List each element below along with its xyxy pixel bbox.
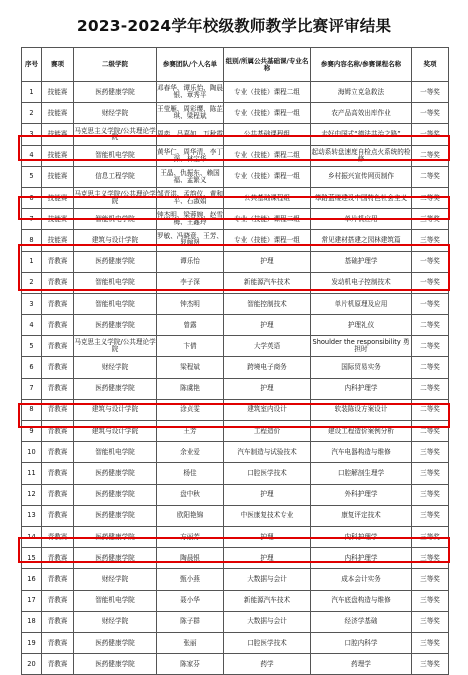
cell-group: 专业（技能）课程二组 [224, 82, 311, 103]
cell-team: 曾露 [157, 315, 224, 336]
table-row [22, 357, 449, 378]
table-row [22, 336, 449, 357]
table-row [22, 166, 449, 187]
cell-college: 财经学院 [74, 611, 157, 632]
cell-event: 技能赛 [42, 166, 74, 187]
cell-award: 三等奖 [412, 484, 449, 505]
highlight-box [18, 403, 450, 428]
cell-event: 青教赛 [42, 548, 74, 569]
cell-group: 专业（技能）课程二组 [224, 209, 311, 230]
table-row [22, 569, 449, 590]
cell-index: 3 [22, 124, 42, 145]
cell-event: 青教赛 [42, 357, 74, 378]
header-award: 奖项 [412, 48, 449, 82]
cell-award: 一等奖 [412, 251, 449, 272]
cell-group: 专业（技能）课程一组 [224, 103, 311, 124]
cell-index: 16 [22, 569, 42, 590]
cell-group: 护理 [224, 526, 311, 547]
cell-index: 14 [22, 526, 42, 547]
highlight-box [18, 135, 450, 161]
cell-team: 钟杰明、梁蓉婉、赵雪梅、王鑫玲 [157, 209, 224, 230]
cell-event: 技能赛 [42, 230, 74, 251]
cell-content: 基础护理学 [311, 251, 412, 272]
table-row [22, 611, 449, 632]
cell-college: 建筑与设计学院 [74, 399, 157, 420]
cell-college: 建筑与设计学院 [74, 421, 157, 442]
cell-index: 1 [22, 251, 42, 272]
cell-index: 9 [22, 421, 42, 442]
cell-content: 走好中国式“德法共治之路” [311, 124, 412, 145]
cell-college: 智能机电学院 [74, 590, 157, 611]
cell-content: 汽车电器构造与维修 [311, 442, 412, 463]
cell-index: 20 [22, 654, 42, 675]
cell-team: 欧阳艳锦 [157, 505, 224, 526]
cell-index: 5 [22, 336, 42, 357]
table-row [22, 315, 449, 336]
cell-index: 17 [22, 590, 42, 611]
cell-award: 三等奖 [412, 611, 449, 632]
cell-group: 护理 [224, 315, 311, 336]
cell-team: 周奕、吕嘉如、万秋霞 [157, 124, 224, 145]
cell-college: 医药健康学院 [74, 251, 157, 272]
cell-team: 罗敏、冯晓意、王芳、罗婉贤 [157, 230, 224, 251]
cell-group: 口腔医学技术 [224, 632, 311, 653]
cell-group: 护理 [224, 484, 311, 505]
cell-award: 三等奖 [412, 654, 449, 675]
cell-group: 工程造价 [224, 421, 311, 442]
cell-award: 二等奖 [412, 166, 449, 187]
table-row [22, 103, 449, 124]
table-row [22, 82, 449, 103]
table-row [22, 442, 449, 463]
cell-index: 15 [22, 548, 42, 569]
table-row [22, 484, 449, 505]
cell-index: 6 [22, 187, 42, 208]
cell-event: 青教赛 [42, 654, 74, 675]
cell-content: 内科护理学 [311, 548, 412, 569]
cell-index: 7 [22, 209, 42, 230]
cell-content: 康复评定技术 [311, 505, 412, 526]
cell-content: 海姆立克急救法 [311, 82, 412, 103]
cell-college: 医药健康学院 [74, 378, 157, 399]
cell-index: 10 [22, 442, 42, 463]
cell-group: 口腔医学技术 [224, 463, 311, 484]
cell-college: 医药健康学院 [74, 505, 157, 526]
cell-event: 青教赛 [42, 526, 74, 547]
cell-content: 软装陈设方案设计 [311, 399, 412, 420]
cell-award: 二等奖 [412, 357, 449, 378]
cell-content: 国际贸易实务 [311, 357, 412, 378]
cell-event: 青教赛 [42, 463, 74, 484]
cell-event: 青教赛 [42, 569, 74, 590]
cell-group: 智能控制技术 [224, 293, 311, 314]
cell-content: 口腔内科学 [311, 632, 412, 653]
cell-group: 中医康复技术专业 [224, 505, 311, 526]
cell-award: 二等奖 [412, 315, 449, 336]
cell-award: 一等奖 [412, 272, 449, 293]
cell-content: 经济学基础 [311, 611, 412, 632]
table-row [22, 632, 449, 653]
cell-college: 医药健康学院 [74, 548, 157, 569]
cell-index: 1 [22, 82, 42, 103]
cell-index: 11 [22, 463, 42, 484]
header-college: 二级学院 [74, 48, 157, 82]
cell-award: 一等奖 [412, 293, 449, 314]
cell-award: 三等奖 [412, 590, 449, 611]
cell-team: 盘中秋 [157, 484, 224, 505]
cell-team: 梁程斌 [157, 357, 224, 378]
cell-content: 汽车底盘构造与维修 [311, 590, 412, 611]
cell-award: 三等奖 [412, 569, 449, 590]
cell-college: 医药健康学院 [74, 463, 157, 484]
cell-content: 药理学 [311, 654, 412, 675]
cell-index: 3 [22, 293, 42, 314]
cell-event: 青教赛 [42, 315, 74, 336]
table-row [22, 378, 449, 399]
cell-award: 一等奖 [412, 124, 449, 145]
cell-team: 余业爱 [157, 442, 224, 463]
cell-content: 单片机应用 [311, 209, 412, 230]
cell-award: 二等奖 [412, 187, 449, 208]
cell-college: 智能机电学院 [74, 442, 157, 463]
highlight-box [18, 244, 450, 291]
header-index: 序号 [22, 48, 42, 82]
cell-content: 外科护理学 [311, 484, 412, 505]
cell-college: 马克思主义学院/公共理论学院 [74, 336, 157, 357]
cell-content: 成本会计实务 [311, 569, 412, 590]
cell-award: 二等奖 [412, 421, 449, 442]
cell-content: 乡村振兴宣传网页制作 [311, 166, 412, 187]
cell-content: 内科护理学 [311, 526, 412, 547]
cell-college: 智能机电学院 [74, 209, 157, 230]
cell-team: 李子深 [157, 272, 224, 293]
table-row [22, 505, 449, 526]
cell-award: 二等奖 [412, 145, 449, 166]
header-team: 参赛团队/个人名单 [157, 48, 224, 82]
cell-college: 建筑与设计学院 [74, 230, 157, 251]
cell-content: 单片机原理及应用 [311, 293, 412, 314]
header-event: 赛项 [42, 48, 74, 82]
cell-team: 王芳 [157, 421, 224, 442]
cell-team: 杨佳 [157, 463, 224, 484]
cell-event: 技能赛 [42, 124, 74, 145]
cell-content: 发动机电子控制技术 [311, 272, 412, 293]
cell-event: 青教赛 [42, 484, 74, 505]
cell-index: 12 [22, 484, 42, 505]
cell-group: 公共基础课程组 [224, 187, 311, 208]
cell-group: 护理 [224, 251, 311, 272]
cell-group: 专业（技能）课程二组 [224, 145, 311, 166]
cell-group: 汽车制造与试验技术 [224, 442, 311, 463]
cell-group: 大数据与会计 [224, 611, 311, 632]
cell-team: 王晶、仇振东、赖国福、孟繁义 [157, 166, 224, 187]
table-row [22, 590, 449, 611]
cell-award: 三等奖 [412, 442, 449, 463]
cell-team: 王莹雁、周彩缨、陈芷琪、梁程斌 [157, 103, 224, 124]
cell-team: 邹青洪、孟韵仪、黄和平、石淑娟 [157, 187, 224, 208]
cell-college: 财经学院 [74, 357, 157, 378]
cell-content: 筚路蓝缕建设中国特色社会主义 [311, 187, 412, 208]
cell-college: 医药健康学院 [74, 632, 157, 653]
cell-college: 马克思主义学院/公共理论学院 [74, 124, 157, 145]
cell-team: 陶晨银 [157, 548, 224, 569]
cell-event: 技能赛 [42, 145, 74, 166]
cell-event: 青教赛 [42, 293, 74, 314]
cell-event: 青教赛 [42, 251, 74, 272]
cell-team: 张丽 [157, 632, 224, 653]
cell-college: 医药健康学院 [74, 82, 157, 103]
cell-team: 陈虞艳 [157, 378, 224, 399]
cell-group: 药学 [224, 654, 311, 675]
cell-award: 三等奖 [412, 463, 449, 484]
cell-index: 5 [22, 166, 42, 187]
cell-team: 卞倩 [157, 336, 224, 357]
cell-award: 二等奖 [412, 378, 449, 399]
cell-award: 三等奖 [412, 526, 449, 547]
cell-event: 技能赛 [42, 82, 74, 103]
cell-event: 青教赛 [42, 378, 74, 399]
cell-content: 内科护理学 [311, 378, 412, 399]
cell-index: 2 [22, 272, 42, 293]
cell-index: 18 [22, 611, 42, 632]
cell-team: 陈子群 [157, 611, 224, 632]
cell-college: 马克思主义学院/公共理论学院 [74, 187, 157, 208]
cell-award: 二等奖 [412, 399, 449, 420]
header-content: 参赛内容名称/参赛课程名称 [311, 48, 412, 82]
cell-event: 青教赛 [42, 442, 74, 463]
cell-group: 护理 [224, 548, 311, 569]
cell-college: 医药健康学院 [74, 526, 157, 547]
cell-content: 农产品高效出库作业 [311, 103, 412, 124]
cell-content: 起动系转盘速度自检点火系统的检修 [311, 145, 412, 166]
cell-index: 13 [22, 505, 42, 526]
cell-group: 大数据与会计 [224, 569, 311, 590]
cell-college: 财经学院 [74, 569, 157, 590]
cell-group: 专业（技能）课程一组 [224, 166, 311, 187]
cell-event: 技能赛 [42, 103, 74, 124]
cell-award: 三等奖 [412, 230, 449, 251]
cell-event: 青教赛 [42, 611, 74, 632]
cell-event: 青教赛 [42, 632, 74, 653]
cell-college: 智能机电学院 [74, 145, 157, 166]
cell-event: 青教赛 [42, 421, 74, 442]
highlight-box [18, 537, 450, 563]
cell-index: 7 [22, 378, 42, 399]
cell-team: 涂贞雯 [157, 399, 224, 420]
cell-team: 邓春华、谭乐怡、陶晨银、章秀平 [157, 82, 224, 103]
cell-content: 建设工程造价案例分析 [311, 421, 412, 442]
cell-team: 钟杰明 [157, 293, 224, 314]
cell-team: 黄华仁、周华清、李丁深、林宝华 [157, 145, 224, 166]
table-row [22, 654, 449, 675]
cell-team: 甄小燕 [157, 569, 224, 590]
cell-index: 4 [22, 145, 42, 166]
cell-event: 技能赛 [42, 187, 74, 208]
cell-index: 8 [22, 399, 42, 420]
cell-group: 新能源汽车技术 [224, 590, 311, 611]
cell-college: 智能机电学院 [74, 272, 157, 293]
cell-index: 6 [22, 357, 42, 378]
cell-college: 财经学院 [74, 103, 157, 124]
table-row [22, 293, 449, 314]
cell-award: 一等奖 [412, 103, 449, 124]
table-body [22, 82, 449, 675]
cell-award: 二等奖 [412, 336, 449, 357]
cell-content: 护理礼仪 [311, 315, 412, 336]
cell-content: 口腔解剖生理学 [311, 463, 412, 484]
cell-group: 大学英语 [224, 336, 311, 357]
table-header [22, 48, 449, 82]
cell-group: 公共基础课程组 [224, 124, 311, 145]
cell-award: 三等奖 [412, 548, 449, 569]
cell-team: 陈家芬 [157, 654, 224, 675]
cell-event: 青教赛 [42, 336, 74, 357]
cell-index: 4 [22, 315, 42, 336]
cell-event: 青教赛 [42, 399, 74, 420]
cell-college: 信息工程学院 [74, 166, 157, 187]
cell-group: 建筑室内设计 [224, 399, 311, 420]
cell-award: 一等奖 [412, 82, 449, 103]
cell-event: 青教赛 [42, 505, 74, 526]
cell-team: 聂小华 [157, 590, 224, 611]
cell-college: 医药健康学院 [74, 484, 157, 505]
header-group: 组别/所属公共基础课/专业名称 [224, 48, 311, 82]
cell-index: 8 [22, 230, 42, 251]
cell-college: 智能机电学院 [74, 293, 157, 314]
cell-college: 医药健康学院 [74, 654, 157, 675]
cell-index: 2 [22, 103, 42, 124]
cell-group: 专业（技能）课程一组 [224, 230, 311, 251]
highlight-box [18, 196, 450, 220]
cell-event: 技能赛 [42, 209, 74, 230]
cell-award: 三等奖 [412, 505, 449, 526]
cell-event: 青教赛 [42, 590, 74, 611]
cell-team: 谭乐怡 [157, 251, 224, 272]
cell-team: 方丽芳 [157, 526, 224, 547]
cell-index: 19 [22, 632, 42, 653]
cell-content: 常见建材搭建之园林建筑篇 [311, 230, 412, 251]
page-title: 2023-2024学年校级教师教学比赛评审结果 [76, 17, 392, 35]
cell-group: 新能源汽车技术 [224, 272, 311, 293]
cell-college: 医药健康学院 [74, 315, 157, 336]
cell-group: 跨境电子商务 [224, 357, 311, 378]
cell-content: Shoulder the responsibility 勇担时 [311, 336, 412, 357]
cell-event: 青教赛 [42, 272, 74, 293]
cell-group: 护理 [224, 378, 311, 399]
cell-award: 三等奖 [412, 209, 449, 230]
table-row [22, 463, 449, 484]
cell-award: 三等奖 [412, 632, 449, 653]
